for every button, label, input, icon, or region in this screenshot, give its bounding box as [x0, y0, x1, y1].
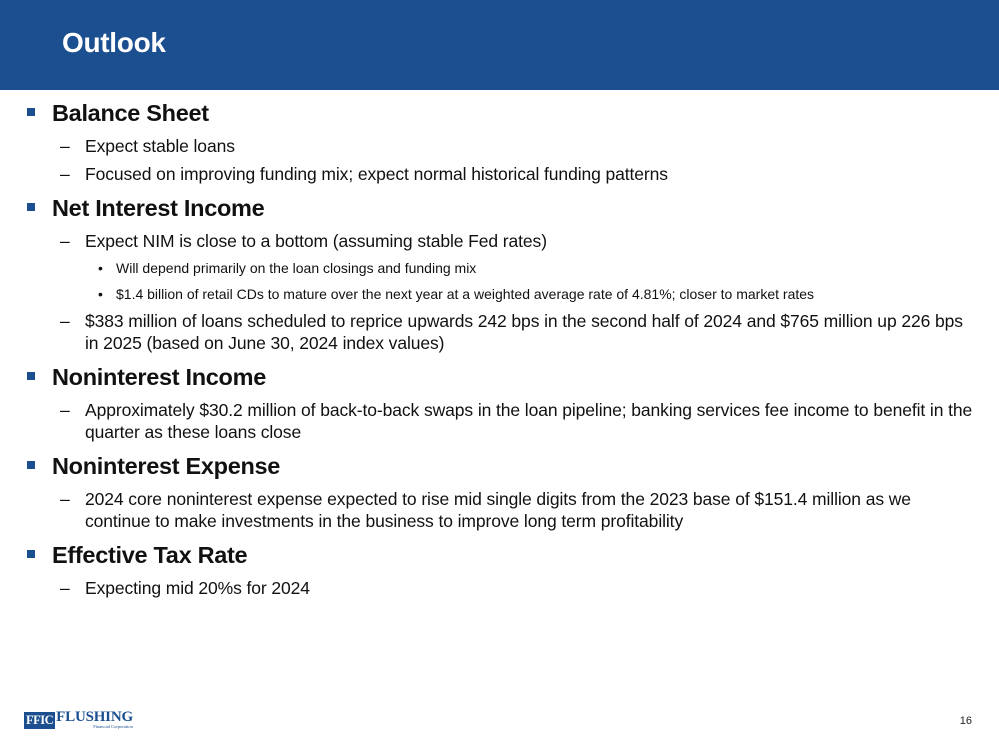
list-item: – $383 million of loans scheduled to reprice upwards 242 bps in the second half of 2024 and $765 million up 226 bps in 2025 (based on June 30, 2024 index values) [60, 311, 963, 353]
section-noninterest-expense [0, 449, 999, 532]
dash-bullet-icon: – [60, 231, 70, 251]
section-net-interest-income [0, 191, 999, 354]
dash-bullet-icon: – [60, 311, 70, 331]
sub-list-item: • Will depend primarily on the loan closings and funding mix [98, 260, 477, 276]
section-heading: Effective Tax Rate [0, 538, 999, 572]
square-bullet-icon [27, 461, 35, 469]
list-item: – Expect stable loans [60, 136, 235, 156]
title-bar [0, 0, 999, 90]
dash-bullet-icon: – [60, 489, 70, 509]
square-bullet-icon [27, 372, 35, 380]
square-bullet-icon [27, 203, 35, 211]
section-noninterest-income [0, 360, 999, 443]
list-item: – Expecting mid 20%s for 2024 [60, 578, 310, 598]
section-heading: Net Interest Income [0, 191, 999, 225]
page-number: 16 [959, 715, 972, 727]
dash-bullet-icon: – [60, 164, 70, 184]
dash-bullet-icon: – [60, 136, 70, 156]
logo-wordmark: FLUSHING [56, 709, 133, 725]
section-balance-sheet [0, 96, 999, 185]
company-logo [24, 707, 133, 729]
dot-bullet-icon: • [98, 286, 103, 302]
section-heading: Noninterest Income [0, 360, 999, 394]
dash-bullet-icon: – [60, 400, 70, 420]
section-heading: Noninterest Expense [0, 449, 999, 483]
sub-list-item: • $1.4 billion of retail CDs to mature over the next year at a weighted average rate of 4.81%; closer to market rates [98, 286, 815, 302]
square-bullet-icon [27, 108, 35, 116]
outline-content [0, 96, 999, 605]
dot-bullet-icon: • [98, 260, 103, 276]
list-item: – Focused on improving funding mix; expect normal historical funding patterns [60, 164, 668, 184]
list-item: – 2024 core noninterest expense expected to rise mid single digits from the 2023 base of $151.4 million as we continue to make investments in the business to improve long term profitability [60, 489, 911, 531]
list-item: – Approximately $30.2 million of back-to-back swaps in the loan pipeline; banking services fee income to benefit in the quarter as these loans close [60, 400, 973, 442]
logo-mark: FFIC [26, 713, 54, 727]
square-bullet-icon [27, 550, 35, 558]
section-heading: Balance Sheet [0, 96, 999, 130]
page-title: Outlook [62, 27, 166, 58]
logo-subtitle: Financial Corporation [93, 724, 133, 729]
list-item: – Expect NIM is close to a bottom (assuming stable Fed rates) [60, 231, 547, 251]
dash-bullet-icon: – [60, 578, 70, 598]
section-effective-tax-rate [0, 538, 999, 599]
